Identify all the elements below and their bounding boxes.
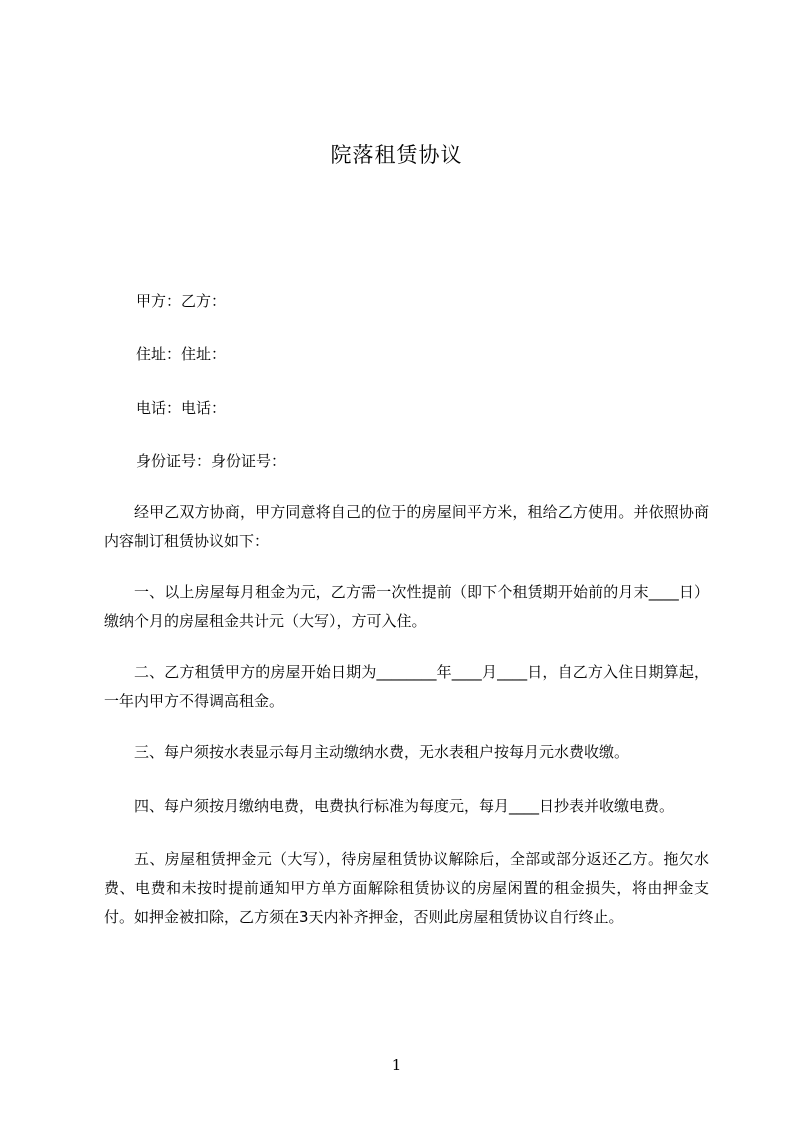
id-number-line: 身份证号：身份证号： (136, 452, 287, 470)
address-line: 住址：住址： (136, 345, 227, 363)
clause-2: 二、乙方租赁甲方的房屋开始日期为________年____月____日，自乙方入住日期算起，一年内甲方不得调高租金。 (104, 663, 709, 710)
document-title: 院落租赁协议 (330, 143, 463, 167)
clause-1: 一、以上房屋每月租金为元，乙方需一次性提前（即下个租赁期开始前的月末____日）缴纳个月的房屋租金共计元（大写），方可入住。 (104, 583, 709, 630)
party-line: 甲方：乙方： (136, 292, 227, 310)
phone-line: 电话：电话： (136, 399, 227, 417)
clause-4: 四、每户须按月缴纳电费，电费执行标准为每度元，每月____日抄表并收缴电费。 (134, 797, 675, 815)
intro-paragraph: 经甲乙双方协商，甲方同意将自己的位于的房屋间平方米，租给乙方使用。并依照协商内容制订租赁协议如下： (104, 503, 709, 550)
clause-5: 五、房屋租赁押金元（大写），待房屋租赁协议解除后，全部或部分返还乙方。拖欠水费、电费和未按时提前通知甲方单方面解除租赁协议的房屋闲置的租金损失，将由押金支付。如押金被扣除，乙方须在3天内补齐押金，否则此房屋租赁协议自行终止。 (104, 850, 709, 926)
clause-3: 三、每户须按水表显示每月主动缴纳水费，无水表租户按每月元水费收缴。 (134, 743, 630, 761)
page-number: 1 (391, 1056, 402, 1074)
